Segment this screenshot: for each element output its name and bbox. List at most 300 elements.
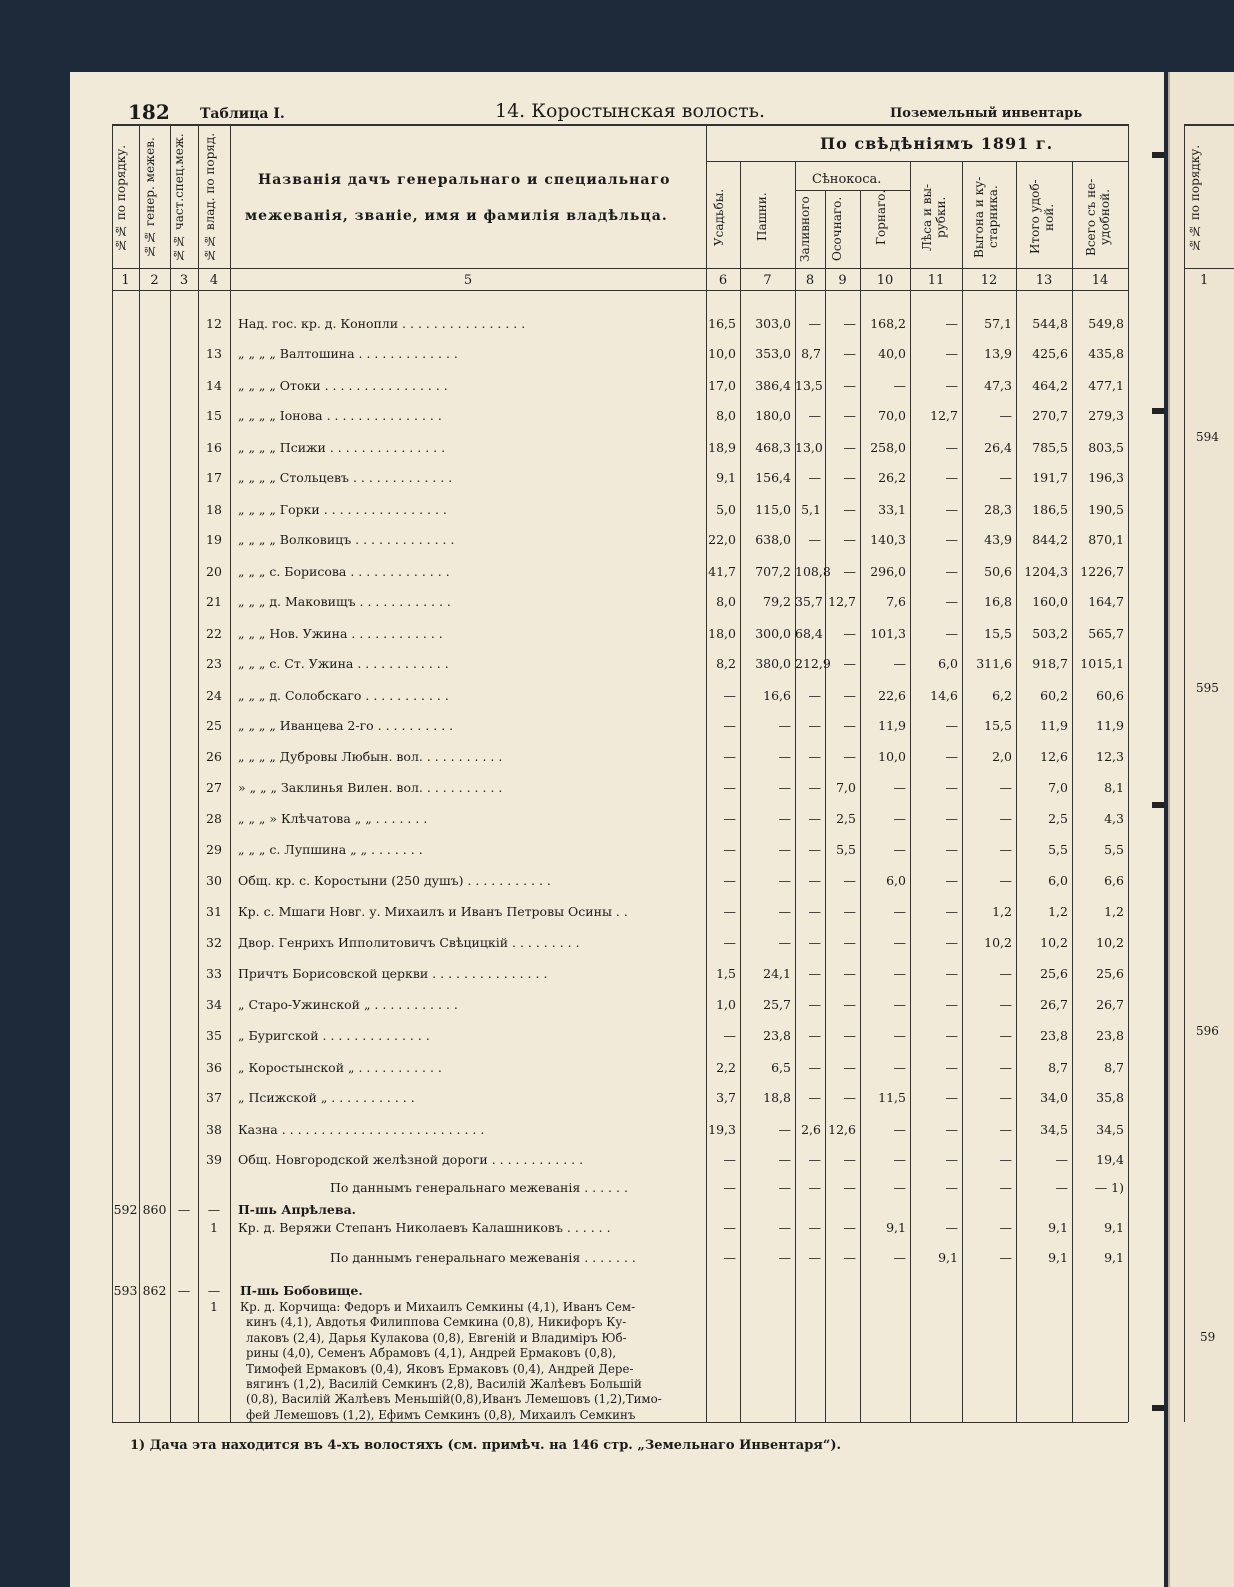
row-owner-number: 12: [206, 316, 222, 331]
header-c5-line2: межеванія, званіе, имя и фамилія владѣльца.: [245, 208, 668, 224]
value-c8: —: [808, 718, 821, 733]
row-owner-number: —: [207, 1202, 221, 1217]
value-c14: 6,6: [1104, 873, 1124, 888]
value-c7: —: [778, 904, 791, 919]
value-c12: 28,3: [984, 502, 1012, 517]
value-c8: —: [808, 904, 821, 919]
value-c8: —: [808, 532, 821, 547]
value-c12: 13,9: [984, 346, 1012, 361]
header-c1: №№ по порядку.: [114, 144, 128, 252]
value-c6: 16,5: [708, 316, 736, 331]
value-c9: 12,7: [828, 594, 856, 609]
value-c10: —: [893, 904, 906, 919]
value-c7: 6,5: [771, 1060, 791, 1075]
value-c13: 544,8: [1032, 316, 1068, 331]
value-c8: —: [808, 811, 821, 826]
table-row: [0, 935, 1234, 965]
owner-name: Общ. Новгородской желѣзной дороги . . . . . . . . . . . .: [238, 1152, 584, 1167]
owner-line: кинъ (4,1), Авдотья Филиппова Семкина (0,8), Никифоръ Ку-: [246, 1315, 627, 1330]
owner-name: „ „ „ „ Псижи . . . . . . . . . . . . . . .: [238, 440, 446, 455]
value-c7: —: [778, 811, 791, 826]
value-c9: —: [843, 502, 856, 517]
value-c9: —: [843, 626, 856, 641]
value-c12: —: [999, 780, 1012, 795]
value-c6: —: [723, 935, 736, 950]
next-page-num-3: 596: [1196, 1024, 1219, 1038]
colnum-13: 13: [1035, 273, 1053, 288]
value-c12: —: [999, 811, 1012, 826]
value-c10: 22,6: [878, 688, 906, 703]
value-c10: 168,2: [870, 316, 906, 331]
value-c9: —: [843, 656, 856, 671]
value-c13: 425,6: [1032, 346, 1068, 361]
table-row: [0, 1028, 1234, 1058]
value-c11: 14,6: [930, 688, 958, 703]
value-c8: —: [808, 842, 821, 857]
value-c12: —: [999, 1090, 1012, 1105]
value-c9: —: [843, 1028, 856, 1043]
value-c11: —: [945, 594, 958, 609]
value-c14: 1,2: [1104, 904, 1124, 919]
value-c9: —: [843, 718, 856, 733]
next-page-col-header: №№ по порядку.: [1188, 144, 1202, 252]
value-c7: 16,6: [763, 688, 791, 703]
value-c7: —: [778, 842, 791, 857]
colnum-1: 1: [121, 273, 130, 288]
value-c8: 13,5: [795, 378, 823, 393]
value-c14: 11,9: [1096, 718, 1124, 733]
value-c8: 68,4: [795, 626, 823, 641]
value-c13: 7,0: [1048, 780, 1068, 795]
value-c11: —: [945, 346, 958, 361]
value-c6: —: [723, 1152, 736, 1167]
header-c14: Всего съ не-удобной.: [1084, 178, 1112, 256]
header-c9: Осочнаго.: [830, 196, 844, 262]
value-c13: 464,2: [1032, 378, 1068, 393]
table-row: [0, 997, 1234, 1027]
value-c14: — 1): [1094, 1180, 1124, 1195]
value-c11: —: [945, 1220, 958, 1235]
value-c11: —: [945, 470, 958, 485]
header-c4: №№ влад. по поряд.: [203, 132, 217, 262]
value-c10: 140,3: [870, 532, 906, 547]
value-c14: 803,5: [1088, 440, 1124, 455]
value-c11: —: [945, 935, 958, 950]
owner-line: (0,8), Василій Жалѣевъ Меньшій(0,8),Иванъ Лемешовъ (1,2),Тимо-: [246, 1392, 662, 1407]
value-c12: 47,3: [984, 378, 1012, 393]
value-c9: —: [843, 1180, 856, 1195]
value-c7: 353,0: [755, 346, 791, 361]
value-c6: 8,0: [716, 594, 736, 609]
value-c11: —: [945, 1122, 958, 1137]
colnum-9: 9: [838, 273, 847, 288]
value-c6: —: [723, 1028, 736, 1043]
value-c7: 180,0: [755, 408, 791, 423]
value-c13: 1,2: [1048, 904, 1068, 919]
owner-name: „ „ „ „ Отоки . . . . . . . . . . . . . . . .: [238, 378, 448, 393]
table-row: [0, 780, 1234, 810]
table-row: [0, 1220, 1234, 1250]
value-c13: 10,2: [1040, 935, 1068, 950]
value-c7: 115,0: [755, 502, 791, 517]
value-c11: —: [945, 1152, 958, 1167]
value-c9: —: [843, 935, 856, 950]
value-c10: 296,0: [870, 564, 906, 579]
value-c12: —: [999, 966, 1012, 981]
value-c7: 156,4: [755, 470, 791, 485]
owner-name: Двор. Генрихъ Ипполитовичъ Свѣцицкій . . . . . . . . .: [238, 935, 580, 950]
table-row: [0, 873, 1234, 903]
header-c3: №№ част.спец.меж.: [172, 133, 186, 262]
value-c9: 7,0: [836, 780, 856, 795]
value-c10: —: [893, 935, 906, 950]
value-c8: 212,9: [795, 656, 831, 671]
owner-name: Кр. д. Веряжи Степанъ Николаевъ Калашниковъ . . . . . .: [238, 1220, 611, 1235]
value-c6: 2,2: [716, 1060, 736, 1075]
value-c8: —: [808, 1250, 821, 1265]
value-c12: 311,6: [976, 656, 1012, 671]
value-c7: —: [778, 873, 791, 888]
value-c11: —: [945, 1060, 958, 1075]
value-c9: —: [843, 873, 856, 888]
value-c13: 9,1: [1048, 1220, 1068, 1235]
header-c11: Лѣса и вы-рубки.: [920, 183, 948, 251]
value-c12: —: [999, 1220, 1012, 1235]
value-c10: —: [893, 378, 906, 393]
binding-clip-4: [1152, 1405, 1164, 1411]
value-c9: —: [843, 1090, 856, 1105]
value-c7: 638,0: [755, 532, 791, 547]
value-c8: —: [808, 1220, 821, 1235]
owner-name: По даннымъ генеральнаго межеванія . . . . . .: [330, 1180, 628, 1195]
value-c6: —: [723, 718, 736, 733]
row-owner-number: 36: [206, 1060, 222, 1075]
value-c12: 6,2: [992, 688, 1012, 703]
table-row: [0, 594, 1234, 624]
colnum-5: 5: [463, 273, 473, 288]
value-c7: 303,0: [755, 316, 791, 331]
value-c14: 9,1: [1104, 1220, 1124, 1235]
table-row: [0, 842, 1234, 872]
value-c9: 5,5: [836, 842, 856, 857]
value-c14: 565,7: [1088, 626, 1124, 641]
value-c6: 8,0: [716, 408, 736, 423]
value-c8: 8,7: [801, 346, 821, 361]
value-c7: —: [778, 1152, 791, 1167]
row-owner-number: 28: [206, 811, 222, 826]
table-row: [0, 1060, 1234, 1090]
binding-clip-1: [1152, 152, 1164, 158]
value-c14: 477,1: [1088, 378, 1124, 393]
value-c10: —: [893, 811, 906, 826]
row-owner-number: 39: [206, 1152, 222, 1167]
row-owner-number: 24: [206, 688, 222, 703]
value-c11: —: [945, 780, 958, 795]
row-owner-number: 19: [206, 532, 222, 547]
next-page-num-4: 59: [1200, 1330, 1216, 1344]
value-c14: 1015,1: [1080, 656, 1124, 671]
row-owner-number: 13: [206, 346, 222, 361]
value-c13: 23,8: [1040, 1028, 1068, 1043]
value-c14: 8,1: [1104, 780, 1124, 795]
owner-name: „ „ „ с. Ст. Ужина . . . . . . . . . . . .: [238, 656, 449, 671]
value-c12: 16,8: [984, 594, 1012, 609]
value-c8: 5,1: [801, 502, 821, 517]
header-top-rule: [112, 124, 1128, 126]
row-owner-number: 15: [206, 408, 222, 423]
row-spec-number: —: [177, 1202, 191, 1217]
value-c13: 186,5: [1032, 502, 1068, 517]
value-c11: —: [945, 997, 958, 1012]
row-owner-number: 26: [206, 749, 222, 764]
value-c10: —: [893, 1028, 906, 1043]
value-c14: 549,8: [1088, 316, 1124, 331]
value-c11: 9,1: [938, 1250, 958, 1265]
table-row: [0, 656, 1234, 686]
value-c14: 870,1: [1088, 532, 1124, 547]
value-c13: 160,0: [1032, 594, 1068, 609]
value-c12: 50,6: [984, 564, 1012, 579]
value-c14: 9,1: [1104, 1250, 1124, 1265]
value-c10: —: [893, 842, 906, 857]
entry-593-num: 593: [113, 1283, 138, 1298]
row-owner-number: 30: [206, 873, 222, 888]
value-c14: 35,8: [1096, 1090, 1124, 1105]
value-c6: —: [723, 842, 736, 857]
owner-name: „ „ „ » Клѣчатова „ „ . . . . . . .: [238, 811, 428, 826]
table-row: [0, 564, 1234, 594]
value-c11: 6,0: [938, 656, 958, 671]
value-c9: —: [843, 346, 856, 361]
owner-line: фей Лемешовъ (1,2), Ефимъ Семкинъ (0,8), Михаилъ Семкинъ: [246, 1407, 636, 1422]
value-c12: 2,0: [992, 749, 1012, 764]
value-c12: 15,5: [984, 718, 1012, 733]
value-c12: 15,5: [984, 626, 1012, 641]
value-c11: —: [945, 904, 958, 919]
value-c13: 270,7: [1032, 408, 1068, 423]
row-owner-number: 14: [206, 378, 222, 393]
owner-name: „ „ „ с. Борисова . . . . . . . . . . . . .: [238, 564, 450, 579]
owner-line: Кр. д. Корчища: Федоръ и Михаилъ Семкины (4,1), Иванъ Сем-: [240, 1300, 636, 1314]
header-c6: Усадьбы.: [712, 188, 726, 246]
owner-name: „ „ „ „ Иванцева 2-го . . . . . . . . . .: [238, 718, 454, 733]
value-c12: —: [999, 873, 1012, 888]
table-row: [0, 502, 1234, 532]
value-c10: 7,6: [886, 594, 906, 609]
value-c10: 11,5: [878, 1090, 906, 1105]
value-c12: 43,9: [984, 532, 1012, 547]
value-c7: —: [778, 749, 791, 764]
value-c8: 35,7: [795, 594, 823, 609]
owner-name: „ Псижской „ . . . . . . . . . . .: [238, 1090, 415, 1105]
table-row: [0, 1090, 1234, 1120]
value-c7: 380,0: [755, 656, 791, 671]
value-c10: 33,1: [878, 502, 906, 517]
value-c9: —: [843, 1152, 856, 1167]
owner-name: Причтъ Борисовской церкви . . . . . . . . . . . . . . .: [238, 966, 548, 981]
next-page-rule-left: [1184, 124, 1185, 1422]
colnum-12: 12: [980, 273, 998, 288]
owner-line: рины (4,0), Семенъ Абрамовъ (4,1), Андрей Ермаковъ (0,8),: [246, 1346, 617, 1361]
table-row: [0, 904, 1234, 934]
value-c8: —: [808, 935, 821, 950]
owner-name: Казна . . . . . . . . . . . . . . . . . . . . . . . . . .: [238, 1122, 485, 1137]
value-c10: —: [893, 1060, 906, 1075]
colnum-6: 6: [718, 273, 728, 288]
value-c7: 25,7: [763, 997, 791, 1012]
colnum-3: 3: [179, 273, 189, 288]
header-c12: Выгона и ку-старника.: [972, 176, 1000, 258]
header-c7: Пашни.: [755, 192, 769, 242]
value-c12: —: [999, 1152, 1012, 1167]
row-owner-number: 1: [210, 1220, 218, 1235]
value-c9: —: [843, 532, 856, 547]
value-c10: 10,0: [878, 749, 906, 764]
value-c7: —: [778, 935, 791, 950]
value-c11: —: [945, 1090, 958, 1105]
value-c13: 785,5: [1032, 440, 1068, 455]
value-c10: 6,0: [886, 873, 906, 888]
value-c9: 12,6: [828, 1122, 856, 1137]
value-c13: —: [1055, 1180, 1068, 1195]
value-c9: —: [843, 1220, 856, 1235]
value-c13: 844,2: [1032, 532, 1068, 547]
row-owner-number: 31: [206, 904, 222, 919]
row-owner-number: 20: [206, 564, 222, 579]
value-c9: —: [843, 440, 856, 455]
owner-name: „ „ „ „ Валтошина . . . . . . . . . . . . .: [238, 346, 458, 361]
table-row: [0, 316, 1234, 346]
value-c7: —: [778, 1180, 791, 1195]
value-c9: —: [843, 966, 856, 981]
table-row: [0, 749, 1234, 779]
table-row: [0, 532, 1234, 562]
value-c6: —: [723, 811, 736, 826]
table-row: [0, 440, 1234, 470]
value-c10: —: [893, 780, 906, 795]
value-c7: 79,2: [763, 594, 791, 609]
row-gen-number: 860: [142, 1202, 167, 1217]
row-owner-number: 22: [206, 626, 222, 641]
value-c8: —: [808, 470, 821, 485]
value-c9: —: [843, 408, 856, 423]
value-c8: —: [808, 997, 821, 1012]
value-c6: —: [723, 1220, 736, 1235]
value-c9: —: [843, 749, 856, 764]
value-c12: 57,1: [984, 316, 1012, 331]
value-c9: —: [843, 470, 856, 485]
entry-593-vlad-a: —: [207, 1283, 221, 1298]
value-c6: 8,2: [716, 656, 736, 671]
value-c13: 8,7: [1048, 1060, 1068, 1075]
value-c11: —: [945, 564, 958, 579]
value-c9: —: [843, 1060, 856, 1075]
value-c8: —: [808, 780, 821, 795]
header-senokosa: Сѣнокоса.: [812, 172, 882, 187]
value-c11: —: [945, 966, 958, 981]
owner-name: Над. гос. кр. д. Конопли . . . . . . . . . . . . . . . .: [238, 316, 526, 331]
value-c8: —: [808, 873, 821, 888]
value-c11: —: [945, 749, 958, 764]
value-c7: 707,2: [755, 564, 791, 579]
value-c7: 23,8: [763, 1028, 791, 1043]
table-row: [0, 408, 1234, 438]
value-c12: 10,2: [984, 935, 1012, 950]
value-c6: 18,0: [708, 626, 736, 641]
value-c6: 19,3: [708, 1122, 736, 1137]
value-c10: —: [893, 1180, 906, 1195]
value-c10: —: [893, 1250, 906, 1265]
table-row: [0, 626, 1234, 656]
value-c14: 196,3: [1088, 470, 1124, 485]
value-c8: —: [808, 1060, 821, 1075]
value-c8: —: [808, 966, 821, 981]
value-c6: —: [723, 873, 736, 888]
value-c6: —: [723, 1250, 736, 1265]
value-c11: —: [945, 1180, 958, 1195]
value-c12: 26,4: [984, 440, 1012, 455]
next-page-first-num: 1: [1200, 273, 1209, 288]
owner-line: лаковъ (2,4), Дарья Кулакова (0,8), Евгеній и Владиміръ Юб-: [246, 1330, 627, 1345]
owner-name: По даннымъ генеральнаго межеванія . . . . . . .: [330, 1250, 636, 1265]
value-c10: 11,9: [878, 718, 906, 733]
value-c6: 10,0: [708, 346, 736, 361]
value-c7: —: [778, 718, 791, 733]
table-row: [0, 1250, 1234, 1280]
value-c11: —: [945, 811, 958, 826]
value-c14: 10,2: [1096, 935, 1124, 950]
value-c14: 25,6: [1096, 966, 1124, 981]
value-c8: 13,0: [795, 440, 823, 455]
table-row: [0, 811, 1234, 841]
volost-title: 14. Коростынская волость.: [495, 100, 765, 122]
value-c6: 1,0: [716, 997, 736, 1012]
value-c10: 9,1: [886, 1220, 906, 1235]
value-c11: —: [945, 718, 958, 733]
owner-name: „ „ „ „ Іонова . . . . . . . . . . . . . . .: [238, 408, 442, 423]
row-owner-number: 34: [206, 997, 222, 1012]
value-c13: 5,5: [1048, 842, 1068, 857]
colnum-14: 14: [1091, 273, 1109, 288]
value-c6: 22,0: [708, 532, 736, 547]
value-c7: 468,3: [755, 440, 791, 455]
value-c12: —: [999, 470, 1012, 485]
value-c8: —: [808, 749, 821, 764]
value-c11: 12,7: [930, 408, 958, 423]
table-row: [0, 470, 1234, 500]
value-c14: 26,7: [1096, 997, 1124, 1012]
row-owner-number: 25: [206, 718, 222, 733]
value-c8: 108,8: [795, 564, 831, 579]
value-c14: 1226,7: [1080, 564, 1124, 579]
value-c6: —: [723, 780, 736, 795]
value-c14: 34,5: [1096, 1122, 1124, 1137]
value-c6: —: [723, 749, 736, 764]
row-owner-number: 29: [206, 842, 222, 857]
colnum-2: 2: [150, 273, 159, 288]
value-c10: —: [893, 656, 906, 671]
value-c6: 5,0: [716, 502, 736, 517]
value-c10: —: [893, 966, 906, 981]
colnum-11: 11: [927, 273, 945, 288]
value-c7: 24,1: [763, 966, 791, 981]
value-c8: —: [808, 1152, 821, 1167]
colnum-10: 10: [876, 273, 894, 288]
owner-name: Общ. кр. с. Коростыни (250 душъ) . . . . . . . . . . .: [238, 873, 551, 888]
value-c10: —: [893, 1152, 906, 1167]
value-c13: 12,6: [1040, 749, 1068, 764]
value-c12: —: [999, 408, 1012, 423]
